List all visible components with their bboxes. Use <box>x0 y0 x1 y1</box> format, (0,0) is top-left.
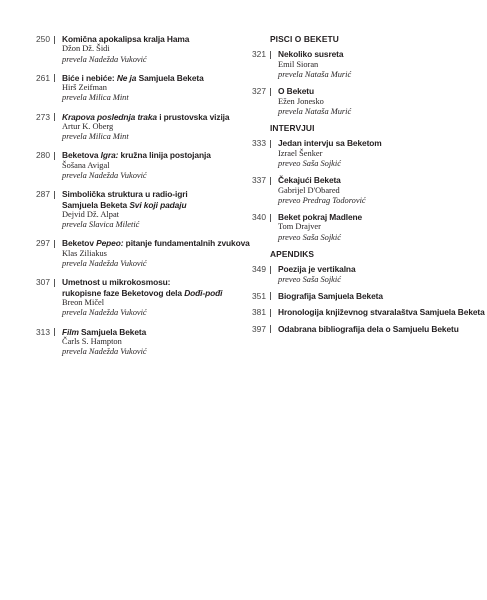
toc-entry <box>238 307 485 318</box>
page-number: 250 <box>36 34 50 44</box>
toc-entry <box>22 277 240 318</box>
entry-author: Gabrijel D'Obared <box>278 185 340 195</box>
entry-author: Tom Drajver <box>278 222 321 232</box>
entry-translator: prevela Milica Mint <box>62 132 129 142</box>
entry-title <box>278 175 474 185</box>
entry-title <box>62 34 240 44</box>
entry-author: Džon Dž. Šidi <box>62 44 110 54</box>
entry-separator <box>270 214 271 222</box>
entry-body <box>62 277 240 318</box>
entry-author: Emil Sioran <box>278 59 319 69</box>
entry-body <box>62 189 240 230</box>
entry-title-part: kružna linija postojanja <box>118 150 211 161</box>
entry-body <box>278 324 474 334</box>
toc-entry <box>22 150 240 181</box>
entry-author: Klas Ziliakus <box>62 248 107 258</box>
entry-body <box>62 238 250 269</box>
section-heading: INTERVJUI <box>270 123 315 134</box>
entry-translator: preveo Saša Sojkić <box>278 159 341 169</box>
entry-title-part: Dođi-pođi <box>184 287 223 298</box>
section-heading: APENDIKS <box>270 248 315 259</box>
entry-body <box>278 264 474 285</box>
entry-translator: prevela Nataša Murić <box>278 70 352 80</box>
entry-body <box>62 73 240 104</box>
entry-title-part: Beketov <box>62 238 97 249</box>
page-number: 321 <box>252 49 266 60</box>
entry-author: Hirš Zeifman <box>62 83 107 93</box>
toc-entry <box>22 327 240 358</box>
toc-entry <box>238 324 474 334</box>
toc-entry <box>22 238 250 269</box>
entry-body <box>278 86 474 117</box>
entry-title <box>278 86 474 96</box>
entry-translator: prevela Slavica Miletić <box>62 220 140 230</box>
entry-separator <box>270 325 271 333</box>
entry-translator: prevela Nataša Murić <box>278 106 352 116</box>
entry-body <box>62 327 240 358</box>
entry-separator <box>270 266 271 274</box>
entry-title-part: Hronologija književnog stvaralaštva Samjuela Beketa <box>278 307 485 318</box>
entry-body <box>278 291 474 301</box>
entry-separator <box>54 113 55 121</box>
entry-title <box>278 49 474 59</box>
entry-author: Ežen Jonesko <box>278 96 324 106</box>
entry-title-part: Odabrana bibliografija dela o Samjuelu Beketu <box>278 323 459 334</box>
entry-translator: preveo Saša Sojkić <box>278 274 341 284</box>
entry-separator <box>54 36 55 44</box>
entry-title <box>62 277 240 287</box>
entry-title-part: Beket pokraj Madlene <box>278 212 363 223</box>
entry-separator <box>270 177 271 185</box>
entry-title <box>62 150 240 160</box>
toc-entry <box>238 138 474 169</box>
page-number: 313 <box>36 326 50 337</box>
entry-separator <box>54 74 55 82</box>
entry-translator: prevela Nadežda Vuković <box>62 54 147 64</box>
toc-entry <box>22 34 240 65</box>
entry-title <box>62 73 240 83</box>
entry-separator <box>270 51 271 59</box>
entry-body <box>278 138 474 169</box>
entry-translator: prevela Nadežda Vuković <box>62 347 147 357</box>
entry-title <box>278 324 474 334</box>
toc-entry <box>238 49 474 80</box>
entry-title <box>278 307 485 318</box>
entry-title-part: Samjuela Beketa <box>78 326 147 337</box>
toc-entry <box>238 175 474 206</box>
entry-title <box>62 112 240 122</box>
page-number: 287 <box>36 189 50 200</box>
entry-body <box>278 175 474 206</box>
entry-author: Šošana Avigal <box>62 160 110 170</box>
page-number: 381 <box>252 307 266 318</box>
entry-title-part: Pepeo: <box>96 238 124 249</box>
entry-title-part: Film <box>62 326 79 337</box>
entry-title-part: Krapova poslednja traka <box>62 111 157 122</box>
entry-title-part: Jedan intervju sa Beketom <box>278 138 382 149</box>
entry-separator <box>54 328 55 336</box>
entry-title <box>278 212 474 222</box>
entry-separator <box>270 140 271 148</box>
entry-author: Breon Mičel <box>62 298 105 308</box>
entry-body <box>62 34 240 65</box>
entry-separator <box>270 88 271 96</box>
page-number: 327 <box>252 86 266 97</box>
entry-translator: prevela Milica Mint <box>62 93 129 103</box>
section-heading: PISCI O BEKETU <box>270 34 339 44</box>
page-number: 280 <box>36 150 50 161</box>
page-number: 297 <box>36 238 50 249</box>
entry-author: Čarls S. Hampton <box>62 336 122 346</box>
entry-title-part: Simbolička struktura u radio-igri <box>62 189 188 200</box>
entry-author: Izrael Šenker <box>278 148 323 158</box>
entry-translator: preveo Saša Sojkić <box>278 232 341 242</box>
toc-entry <box>238 86 474 117</box>
entry-title-part: Igra: <box>100 150 119 161</box>
entry-title-part: Beketova <box>62 150 101 161</box>
entry-separator <box>54 279 55 287</box>
entry-body <box>62 150 240 181</box>
page-number: 349 <box>252 264 266 275</box>
entry-translator: prevela Nadežda Vuković <box>62 259 147 269</box>
entry-translator: preveo Predrag Todorović <box>278 195 366 205</box>
entry-title-part: Samjuela Beketa <box>62 199 130 210</box>
entry-body <box>278 212 474 243</box>
entry-title-part: pitanje fundamentalnih zvukova <box>123 238 250 249</box>
entry-title-part: Samjuela Beketa <box>136 72 204 83</box>
entry-translator: prevela Nadežda Vuković <box>62 171 147 181</box>
entry-title-part: Biće i nebiće: <box>62 72 117 83</box>
page-number: 337 <box>252 175 266 186</box>
entry-separator <box>270 309 271 317</box>
page-number: 397 <box>252 323 266 334</box>
entry-title-part: Ne ja <box>116 72 137 83</box>
entry-title <box>62 200 240 210</box>
entry-separator <box>270 292 271 300</box>
toc-entry <box>238 264 474 285</box>
page-number: 307 <box>36 277 50 288</box>
entry-body <box>278 307 485 318</box>
entry-title-part: Umetnost u mikrokosmosu: <box>62 277 171 288</box>
entry-title-part: Biografija Samjuela Beketa <box>278 290 383 301</box>
page-number: 273 <box>36 111 50 122</box>
toc-entry <box>22 112 240 143</box>
entry-translator: prevela Nadežda Vuković <box>62 308 147 318</box>
toc-left-column <box>22 34 250 365</box>
entry-title-part: Svi koji padaju <box>129 199 187 210</box>
entry-title-part: rukopisne faze Beketovog dela <box>62 287 185 298</box>
page-number: 261 <box>36 72 50 83</box>
entry-title-part: Nekoliko susreta <box>278 49 344 60</box>
toc-right-column <box>238 34 485 340</box>
entry-separator <box>54 152 55 160</box>
entry-title <box>62 327 240 337</box>
toc-entry <box>238 212 474 243</box>
page-number: 351 <box>252 290 266 301</box>
entry-title <box>62 189 240 199</box>
entry-author: Artur K. Oberg <box>62 122 114 132</box>
toc-entry <box>22 189 240 230</box>
entry-title <box>62 238 250 249</box>
entry-separator <box>54 240 55 248</box>
entry-body <box>278 49 474 80</box>
page-number: 333 <box>252 138 266 149</box>
entry-author: Dejvid Dž. Alpat <box>62 210 119 220</box>
entry-title-part: Poezija je vertikalna <box>278 264 356 275</box>
entry-title-part: O Beketu <box>278 86 314 97</box>
entry-body <box>62 112 240 143</box>
entry-title-part: i prustovska vizija <box>156 111 230 122</box>
entry-title <box>62 288 240 298</box>
entry-title-part: Čekajući Beketa <box>278 175 341 186</box>
entry-title <box>278 291 474 301</box>
entry-title <box>278 264 474 274</box>
toc-entry <box>22 73 240 104</box>
entry-title-part: Komična apokalipsa kralja Hama <box>62 34 190 44</box>
toc-entry <box>238 291 474 301</box>
page-number: 340 <box>252 212 266 223</box>
entry-title <box>278 138 474 148</box>
entry-separator <box>54 191 55 199</box>
